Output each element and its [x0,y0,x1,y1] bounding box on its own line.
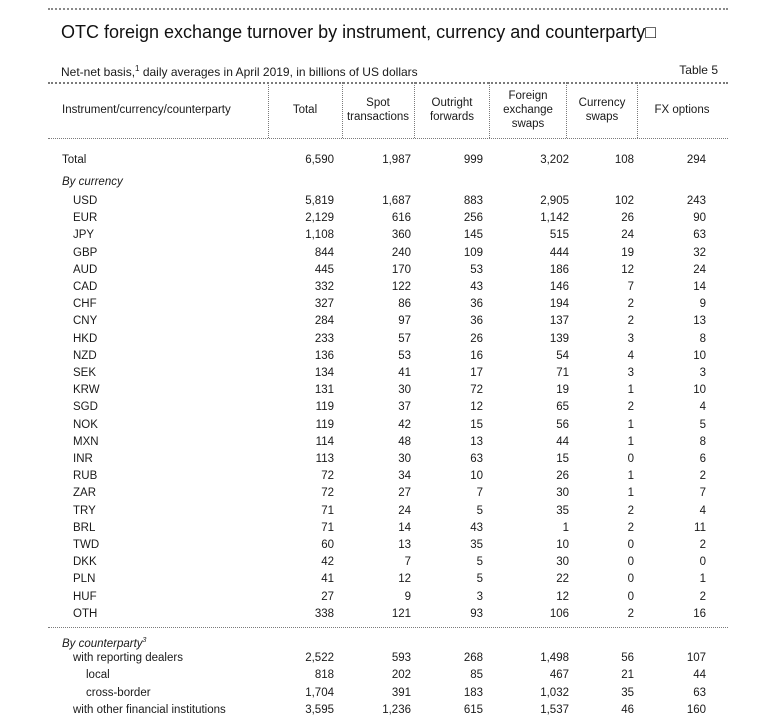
row-label: OTH [73,607,98,620]
value-currency-swaps: 21 [621,669,634,682]
value-spot: 1,236 [382,703,411,716]
value-outright: 999 [463,154,483,166]
value-total: 5,819 [305,195,334,207]
value-total: 114 [315,435,334,448]
value-total: 1,108 [305,229,334,242]
table-row [0,365,776,382]
value-total: 71 [321,521,334,534]
table-row [0,313,776,330]
section-label: By currency [62,176,123,188]
table-row [0,262,776,279]
value-fx-swaps: 22 [556,573,569,586]
row-label: INR [73,453,93,465]
value-fx-swaps: 30 [556,487,569,500]
value-currency-swaps: 12 [621,263,634,276]
table-row [0,434,776,451]
value-currency-swaps: 46 [621,703,634,716]
header-fx-options: FX options [654,104,710,116]
value-currency-swaps: 4 [627,349,634,362]
value-fx-options: 9 [699,298,706,311]
row-label: with other financial institutions [73,703,226,716]
value-total: 327 [314,298,334,311]
value-spot: 42 [398,418,411,431]
value-currency-swaps: 0 [627,453,634,465]
value-outright: 145 [463,229,483,242]
value-spot: 9 [404,590,411,603]
value-spot: 170 [391,263,411,276]
value-fx-swaps: 54 [556,349,569,362]
value-fx-swaps: 1,537 [540,703,569,716]
table-row [0,554,776,571]
value-total: 72 [321,470,334,483]
table-row [0,296,776,313]
value-fx-swaps: 1 [562,521,569,534]
value-fx-options: 13 [693,315,706,328]
value-fx-options: 0 [699,556,706,569]
row-label: SEK [73,367,97,379]
by-counterparty-heading [0,632,776,649]
table-row [0,451,776,468]
value-fx-swaps: 515 [549,229,569,242]
value-spot: 7 [404,556,411,569]
value-total: 445 [314,263,334,276]
value-total: 136 [314,349,334,362]
row-label: local [86,669,110,682]
value-outright: 43 [470,521,483,534]
value-fx-swaps: 1,498 [540,652,569,664]
header-label: Instrument/currency/counterparty [62,104,231,116]
value-spot: 41 [398,367,411,379]
value-currency-swaps: 3 [627,332,634,345]
subtitle-start: Net-net basis, [61,65,136,79]
value-fx-options: 160 [686,703,706,716]
value-fx-options: 4 [699,504,706,517]
value-fx-options: 107 [686,652,706,664]
value-spot: 57 [398,332,411,345]
value-spot: 48 [398,435,411,448]
value-total: 1,704 [305,686,334,699]
value-currency-swaps: 2 [627,504,634,517]
value-fx-swaps: 19 [556,384,569,397]
value-total: 131 [314,384,334,397]
value-fx-options: 6 [699,453,706,465]
header-currency-swaps: Currency swaps [578,97,626,123]
top-divider [48,8,728,10]
row-label: with reporting dealers [73,652,183,664]
value-outright: 268 [463,652,483,664]
row-label: cross-border [86,686,151,699]
value-fx-swaps: 137 [549,315,569,328]
value-spot: 1,687 [382,195,411,207]
value-fx-options: 8 [699,332,706,345]
value-outright: 13 [470,435,483,448]
table-row [0,279,776,296]
value-outright: 5 [476,556,483,569]
value-outright: 15 [470,418,483,431]
value-spot: 616 [391,212,411,225]
value-fx-options: 10 [693,349,706,362]
value-fx-options: 11 [694,521,706,534]
header-spot: Spot transactions [346,97,409,123]
value-total: 2,522 [305,652,334,664]
value-outright: 72 [470,384,483,397]
value-outright: 883 [463,195,483,207]
value-outright: 16 [470,349,483,362]
page-title: OTC foreign exchange turnover by instrument, currency and counterparty□ [61,22,657,42]
value-fx-swaps: 71 [556,367,569,379]
table-row [0,382,776,399]
value-spot: 391 [391,686,411,699]
value-fx-options: 63 [693,229,706,242]
value-currency-swaps: 56 [621,652,634,664]
value-fx-swaps: 3,202 [540,154,569,166]
row-label: ZAR [73,487,96,500]
value-fx-swaps: 139 [549,332,569,345]
value-spot: 122 [391,281,411,293]
value-total: 71 [321,504,334,517]
value-fx-swaps: 44 [556,435,569,448]
value-spot: 240 [391,246,411,259]
row-label: GBP [73,246,98,259]
table-row [0,348,776,365]
value-fx-swaps: 1,142 [540,212,569,225]
by-currency-heading [0,174,776,191]
value-currency-swaps: 7 [627,281,634,293]
value-fx-swaps: 56 [556,418,569,431]
value-spot: 97 [398,315,411,328]
table-row [0,485,776,502]
row-label: RUB [73,470,98,483]
value-total: 113 [315,453,334,465]
value-fx-options: 10 [693,384,706,397]
value-fx-options: 243 [686,195,706,207]
value-outright: 85 [470,669,483,682]
value-spot: 53 [398,349,411,362]
section-divider [48,627,728,628]
value-spot: 1,987 [382,154,411,166]
value-total: 233 [314,332,334,345]
value-spot: 37 [398,401,411,414]
table-number: Table 5 [679,63,718,77]
value-spot: 24 [398,504,411,517]
row-label: EUR [73,212,98,225]
value-spot: 121 [391,607,411,620]
total-row [0,152,776,169]
row-label: HUF [73,590,97,603]
row-label: TRY [73,504,96,517]
value-currency-swaps: 35 [621,686,634,699]
value-outright: 183 [463,686,483,699]
value-fx-options: 7 [699,487,706,500]
value-outright: 35 [470,539,483,551]
value-fx-swaps: 2,905 [540,195,569,207]
value-fx-swaps: 26 [556,470,569,483]
value-outright: 93 [470,607,483,620]
table-row [0,537,776,554]
value-total: 42 [321,556,334,569]
value-outright: 7 [476,487,483,500]
table-row [0,520,776,537]
value-outright: 109 [463,246,483,259]
row-label: CAD [73,281,98,293]
value-outright: 36 [470,298,483,311]
value-total: 338 [314,607,334,620]
value-fx-options: 2 [699,590,706,603]
value-currency-swaps: 1 [627,470,634,483]
value-outright: 26 [470,332,483,345]
value-spot: 360 [391,229,411,242]
value-total: 72 [321,487,334,500]
value-fx-swaps: 30 [556,556,569,569]
value-fx-swaps: 35 [556,504,569,517]
row-label: USD [73,195,98,207]
row-label: JPY [73,229,95,242]
value-currency-swaps: 1 [627,418,634,431]
value-fx-swaps: 65 [556,401,569,414]
value-currency-swaps: 0 [627,590,634,603]
table-row [0,503,776,520]
row-label: MXN [73,435,99,448]
footnote-marker: 3 [142,637,147,644]
value-fx-swaps: 1,032 [540,686,569,699]
value-currency-swaps: 0 [627,539,634,551]
value-spot: 202 [391,669,411,682]
value-total: 119 [315,418,334,431]
value-fx-options: 44 [693,669,706,682]
table-row [0,417,776,434]
subtitle-footnote-marker: 1 [135,64,140,73]
value-fx-swaps: 186 [549,263,569,276]
value-spot: 593 [391,652,411,664]
value-fx-swaps: 12 [556,590,569,603]
value-outright: 63 [470,453,483,465]
value-fx-options: 3 [699,367,706,379]
value-fx-options: 4 [699,401,706,414]
value-fx-swaps: 467 [549,669,569,682]
row-label: Total [62,154,87,166]
table-row [0,650,776,667]
table-row [0,589,776,606]
value-fx-options: 16 [693,607,706,620]
value-total: 27 [321,590,334,603]
value-currency-swaps: 2 [627,298,634,311]
value-fx-options: 32 [693,246,706,259]
value-outright: 5 [476,573,483,586]
row-label: SGD [73,401,98,414]
row-label: NZD [73,349,97,362]
value-total: 6,590 [305,154,334,166]
value-outright: 615 [463,703,483,716]
value-total: 119 [315,401,334,414]
value-currency-swaps: 2 [627,401,634,414]
value-spot: 30 [398,453,411,465]
value-spot: 14 [398,521,411,534]
value-total: 41 [321,573,334,586]
subtitle-end: daily averages in April 2019, in billions of US dollars [139,65,418,79]
value-spot: 86 [398,298,411,311]
value-fx-swaps: 15 [556,453,569,465]
value-fx-options: 90 [693,212,706,225]
value-fx-options: 2 [699,539,706,551]
value-spot: 12 [398,573,411,586]
table-row [0,193,776,210]
row-label: DKK [73,556,97,569]
value-outright: 256 [463,212,483,225]
value-total: 3,595 [305,703,334,716]
row-label: NOK [73,418,98,431]
row-label: CHF [73,298,97,311]
value-currency-swaps: 3 [627,367,634,379]
section-label-text: By counterparty [62,637,143,650]
row-label: AUD [73,263,98,276]
value-outright: 3 [476,590,483,603]
value-fx-swaps: 444 [549,246,569,259]
value-currency-swaps: 0 [627,556,634,569]
value-outright: 5 [476,504,483,517]
value-currency-swaps: 2 [627,315,634,328]
table-row [0,210,776,227]
column-divider [268,82,269,138]
value-currency-swaps: 108 [614,154,634,166]
header-outright: Outright forwards [429,97,475,123]
value-fx-options: 8 [699,435,706,448]
value-total: 60 [321,539,334,551]
row-label: KRW [73,384,100,397]
row-label: HKD [73,332,98,345]
value-outright: 17 [470,367,483,379]
table-row [0,227,776,244]
value-fx-options: 1 [699,573,706,586]
value-spot: 13 [398,539,411,551]
table-subtitle [61,64,418,79]
table-row [0,606,776,623]
value-fx-options: 5 [699,418,706,431]
value-total: 332 [314,281,334,293]
table-row [0,685,776,702]
row-label: TWD [73,539,100,551]
value-spot: 30 [398,384,411,397]
value-total: 844 [314,246,334,259]
value-currency-swaps: 24 [621,229,634,242]
header-bottom-rule [48,138,728,139]
value-fx-swaps: 194 [549,298,569,311]
value-fx-options: 294 [686,154,706,166]
value-outright: 12 [470,401,483,414]
table-row [0,331,776,348]
value-spot: 34 [398,470,411,483]
value-currency-swaps: 1 [627,435,634,448]
value-total: 284 [314,315,334,328]
value-outright: 53 [470,263,483,276]
value-fx-swaps: 146 [549,281,569,293]
value-fx-options: 63 [693,686,706,699]
row-label: BRL [73,521,96,534]
row-label: CNY [73,315,98,328]
value-total: 134 [314,367,334,379]
table-row [0,667,776,684]
value-total: 2,129 [305,212,334,225]
table-row [0,468,776,485]
value-fx-options: 2 [699,470,706,483]
value-spot: 27 [398,487,411,500]
value-currency-swaps: 1 [627,384,634,397]
value-outright: 36 [470,315,483,328]
value-fx-swaps: 106 [549,607,569,620]
value-currency-swaps: 102 [614,195,634,207]
table-row [0,571,776,588]
value-currency-swaps: 1 [627,487,634,500]
row-label: PLN [73,573,96,586]
value-fx-swaps: 10 [556,539,569,551]
value-outright: 43 [470,281,483,293]
value-currency-swaps: 2 [627,521,634,534]
value-currency-swaps: 19 [621,246,634,259]
value-fx-options: 14 [693,281,706,293]
table-row [0,702,776,719]
table-row [0,399,776,416]
value-fx-options: 24 [693,263,706,276]
value-currency-swaps: 0 [627,573,634,586]
value-currency-swaps: 2 [627,607,634,620]
header-fx-swaps: Foreign exchange swaps [503,90,553,130]
value-currency-swaps: 26 [621,212,634,225]
value-total: 818 [314,669,334,682]
value-outright: 10 [470,470,483,483]
header-total: Total [292,104,318,116]
table-row [0,245,776,262]
